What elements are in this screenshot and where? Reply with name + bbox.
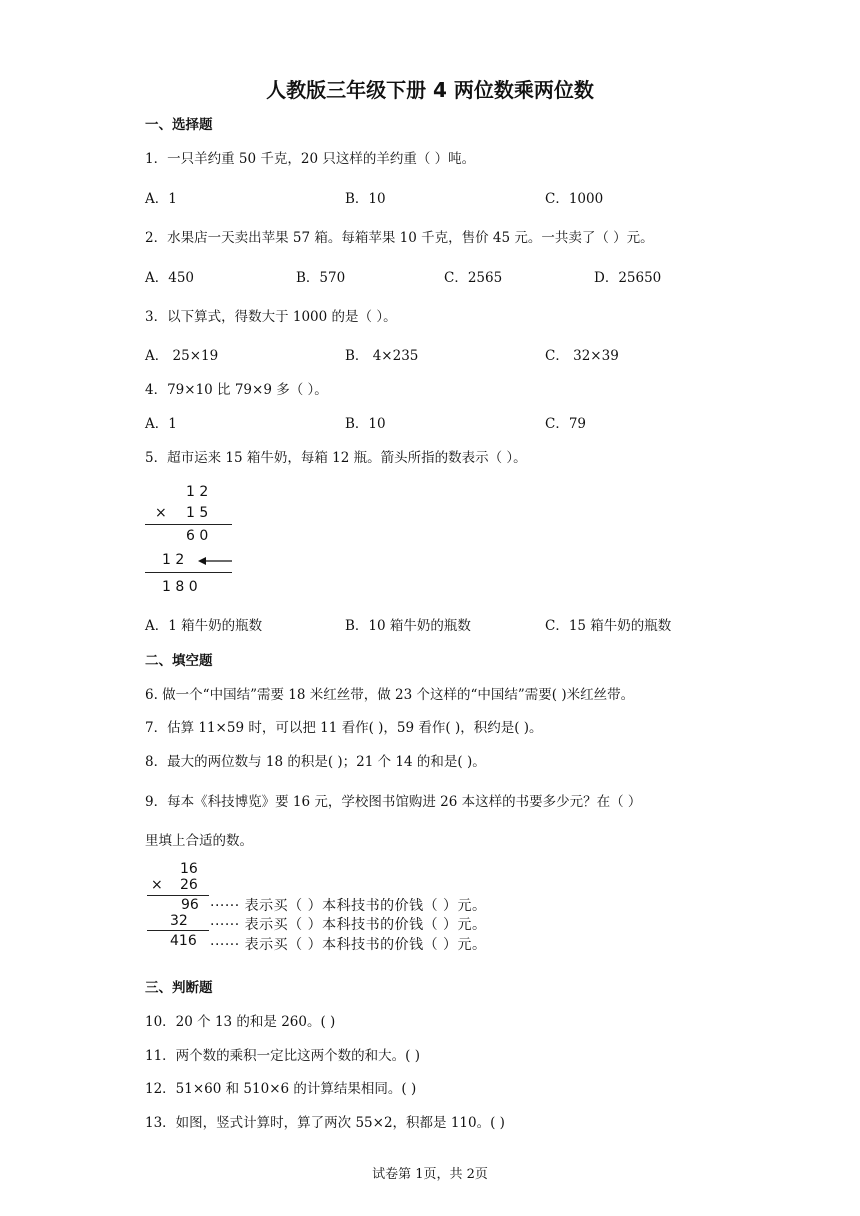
q3-option-c: C． 32×39 [545,348,619,364]
q2-option-b: B．570 [296,270,346,286]
calc-row-partial-2: 1 2 [162,552,185,568]
question-6: 6. 做一个“中国结”需要 18 米红丝带，做 23 个这样的“中国结”需要( )米红丝带。 [145,687,635,703]
question-7: 7．估算 11×59 时，可以把 11 看作( )，59 看作( )，积约是( )。 [145,720,543,736]
q1-option-b: B．10 [345,191,386,207]
question-9-line-1: 9．每本《科技博览》要 16 元，学校图书馆购进 26 本这样的书要多少元？在（ ） [145,794,642,810]
question-5: 5．超市运来 15 箱牛奶，每箱 12 瓶。箭头所指的数表示（ ）。 [145,450,527,466]
calc-row-partial-2: 32 [170,913,188,929]
section-heading-judge: 三、判断题 [145,980,213,996]
calc-row-multiplicand: 16 [180,861,198,877]
q4-option-c: C．79 [545,416,587,432]
question-11: 11．两个数的乘积一定比这两个数的和大。( ) [145,1048,421,1064]
question-1: 1．一只羊约重 50 千克，20 只这样的羊约重（ ）吨。 [145,151,476,167]
calc-line [147,930,209,931]
question-3: 3．以下算式，得数大于 1000 的是（ ）。 [145,309,397,325]
q5-option-c: C．15 箱牛奶的瓶数 [545,618,672,634]
question-9-line-2: 里填上合适的数。 [145,833,253,849]
q4-option-b: B．10 [345,416,386,432]
q5-option-b: B．10 箱牛奶的瓶数 [345,618,471,634]
calc-line [147,895,209,896]
times-sign: × [151,877,163,893]
calc-row-multiplier: 1 5 [186,505,209,521]
question-8: 8．最大的两位数与 18 的积是( )；21 个 14 的和是( )。 [145,754,486,770]
q2-option-c: C．2565 [444,270,503,286]
question-4: 4．79×10 比 79×9 多（ ）。 [145,382,328,398]
section-heading-fill: 二、填空题 [145,653,213,669]
q3-option-a: A． 25×19 [145,348,219,364]
q9-description-1: ······ 表示买（ ）本科技书的价钱（ ）元。 [210,898,487,914]
calc-row-multiplicand: 1 2 [186,484,209,500]
calc-row-product: 1 8 0 [162,579,198,595]
q2-option-d: D．25650 [594,270,662,286]
calc-row-partial-1: 96 [181,897,199,913]
calc-line [145,524,232,525]
section-heading-choice: 一、选择题 [145,117,213,133]
q2-option-a: A．450 [145,270,195,286]
q1-option-c: C．1000 [545,191,604,207]
q4-option-a: A．1 [145,416,177,432]
q5-option-a: A．1 箱牛奶的瓶数 [145,618,263,634]
q3-option-b: B． 4×235 [345,348,419,364]
question-10: 10．20 个 13 的和是 260。( ) [145,1014,336,1030]
q9-description-3: ······ 表示买（ ）本科技书的价钱（ ）元。 [210,937,487,953]
calc-row-product: 416 [170,933,197,949]
calc-line [145,572,232,573]
calc-row-partial-1: 6 0 [186,528,209,544]
q1-option-a: A．1 [145,191,177,207]
q9-description-2: ······ 表示买（ ）本科技书的价钱（ ）元。 [210,917,487,933]
question-13: 13．如图，竖式计算时，算了两次 55×2，积都是 110。( ) [145,1115,505,1131]
page-footer: 试卷第 1页，共 2页 [372,1167,488,1182]
arrow-left-icon [198,555,234,567]
page-title: 人教版三年级下册 4 两位数乘两位数 [266,78,594,102]
times-sign: × [155,505,167,521]
question-12: 12．51×60 和 510×6 的计算结果相同。( ) [145,1081,417,1097]
calc-row-multiplier: 26 [180,877,198,893]
question-2: 2．水果店一天卖出苹果 57 箱。每箱苹果 10 千克，售价 45 元。一共卖了（ ）元。 [145,230,654,246]
